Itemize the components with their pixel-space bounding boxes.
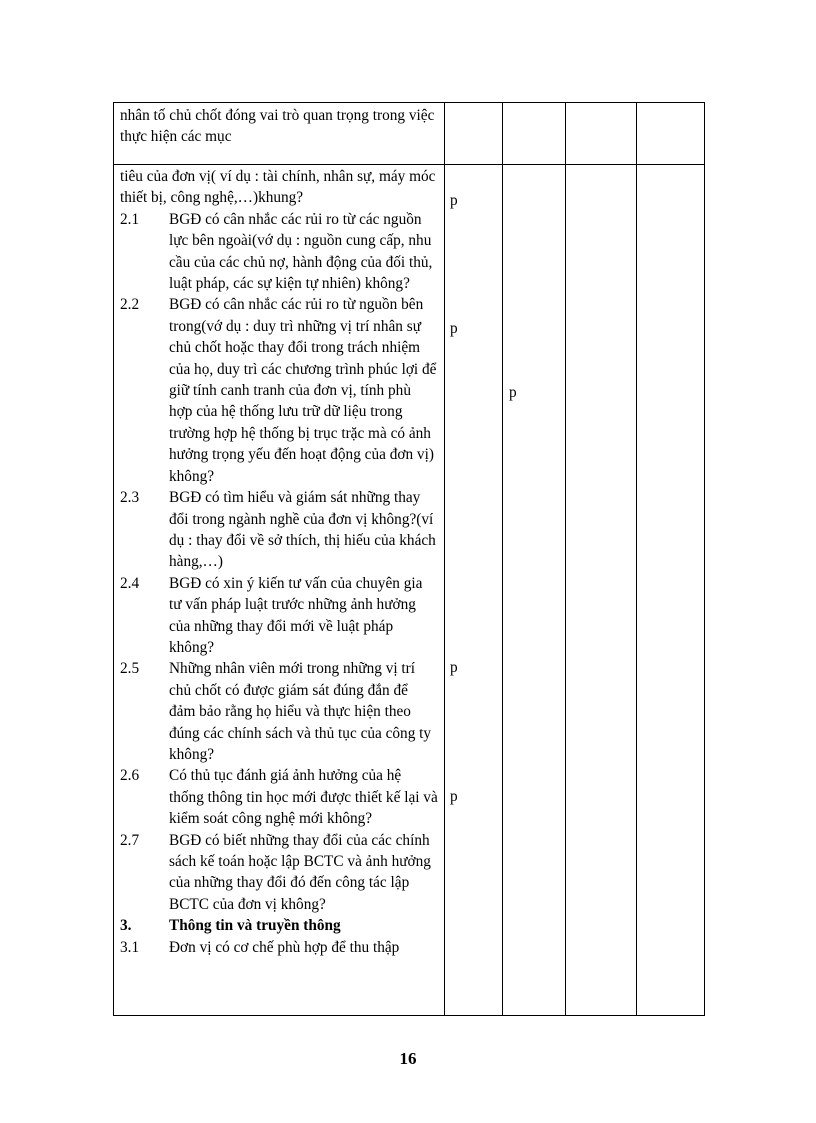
item-text: BGĐ có biết những thay đổi của các chính sách kế toán hoặc lập BCTC và ảnh hưởng của những thay đổi đó đến công tác lập BCTC của đơn vị không? — [169, 831, 431, 913]
table-row — [114, 103, 705, 165]
checklist-table — [113, 102, 705, 1016]
section-heading — [120, 915, 438, 936]
page-number: 16 — [399, 1049, 417, 1068]
list-item — [120, 209, 438, 295]
list-item — [120, 830, 438, 916]
list-item — [120, 658, 438, 765]
answer-cell — [503, 165, 566, 1016]
item-text: BGĐ có cân nhắc các rủi ro từ nguồn bên trong(vớ dụ : duy trì những vị trí nhân sự chủ chốt hoặc thay đổi trong trách nhiệm của họ, duy trì các chương trình phúc lợi để giữ tính canh tranh của đơn vị, tính phù hợp của hệ thống lưu trữ dữ liệu trong trường hợp hệ thống bị trục trặc mà có ảnh hưởng trọng yếu đến hoạt động của đơn vị) không? — [169, 296, 437, 485]
item-number: 2.7 — [120, 831, 140, 849]
answer-cell — [566, 103, 637, 165]
item-text: Những nhân viên mới trong những vị trí chủ chốt có được giám sát đúng đắn để đảm bảo rằng họ hiểu và thực hiện theo đúng các chính sách và thủ tục của công ty không? — [169, 660, 432, 763]
check-mark: p — [450, 788, 458, 805]
answer-cell — [637, 165, 705, 1016]
question-cell — [114, 103, 445, 165]
list-item — [120, 937, 438, 958]
item-number: 3.1 — [120, 938, 140, 956]
list-item — [120, 487, 438, 573]
item-number: 2.2 — [120, 296, 140, 314]
item-text: Có thủ tục đánh giá ảnh hưởng của hệ thống thông tin học mới được thiết kế lại và kiểm soát công nghệ mới không? — [169, 767, 438, 828]
section-number: 3. — [120, 917, 132, 935]
table-row — [114, 165, 705, 1016]
check-mark: p — [450, 659, 458, 676]
list-item — [120, 294, 438, 487]
item-number: 2.1 — [120, 210, 140, 228]
answer-cell — [503, 103, 566, 165]
item-number: 2.3 — [120, 489, 140, 507]
item-number: 2.5 — [120, 660, 140, 678]
item-number: 2.4 — [120, 574, 140, 592]
question-cell — [114, 165, 445, 1016]
continuation-text: tiêu của đơn vị( ví dụ : tài chính, nhân sự, máy móc thiết bị, công nghệ,…)khung? — [120, 168, 436, 207]
list-item — [120, 765, 438, 829]
answer-cell — [566, 165, 637, 1016]
item-number: 2.6 — [120, 767, 140, 785]
check-mark: p — [450, 320, 458, 337]
answer-cell — [637, 103, 705, 165]
section-title: Thông tin và truyền thông — [169, 917, 341, 935]
item-text: BGĐ có cân nhắc các rủi ro từ các nguồn lực bên ngoài(vớ dụ : nguồn cung cấp, nhu cầu của các chủ nợ, hành động của đối thủ, luật pháp, các sự kiện tự nhiên) không? — [169, 210, 433, 293]
answer-cell — [445, 103, 503, 165]
row1-text: nhân tố chủ chốt đóng vai trò quan trọng trong việc thực hiện các mục — [120, 107, 435, 146]
item-text: BGĐ có tìm hiểu và giám sát những thay đổi trong ngành nghề của đơn vị không?(ví dụ : thay đổi về sở thích, thị hiếu của khách hàng,…) — [169, 489, 436, 571]
check-mark: p — [509, 384, 517, 401]
check-mark: p — [450, 192, 458, 209]
answer-cell — [445, 165, 503, 1016]
item-text: BGĐ có xin ý kiến tư vấn của chuyên gia tư vấn pháp luật trước những ảnh hưởng của những thay đổi mới về luật pháp không? — [169, 574, 423, 656]
list-item — [120, 573, 438, 659]
item-text: Đơn vị có cơ chế phù hợp để thu thập — [169, 938, 400, 956]
